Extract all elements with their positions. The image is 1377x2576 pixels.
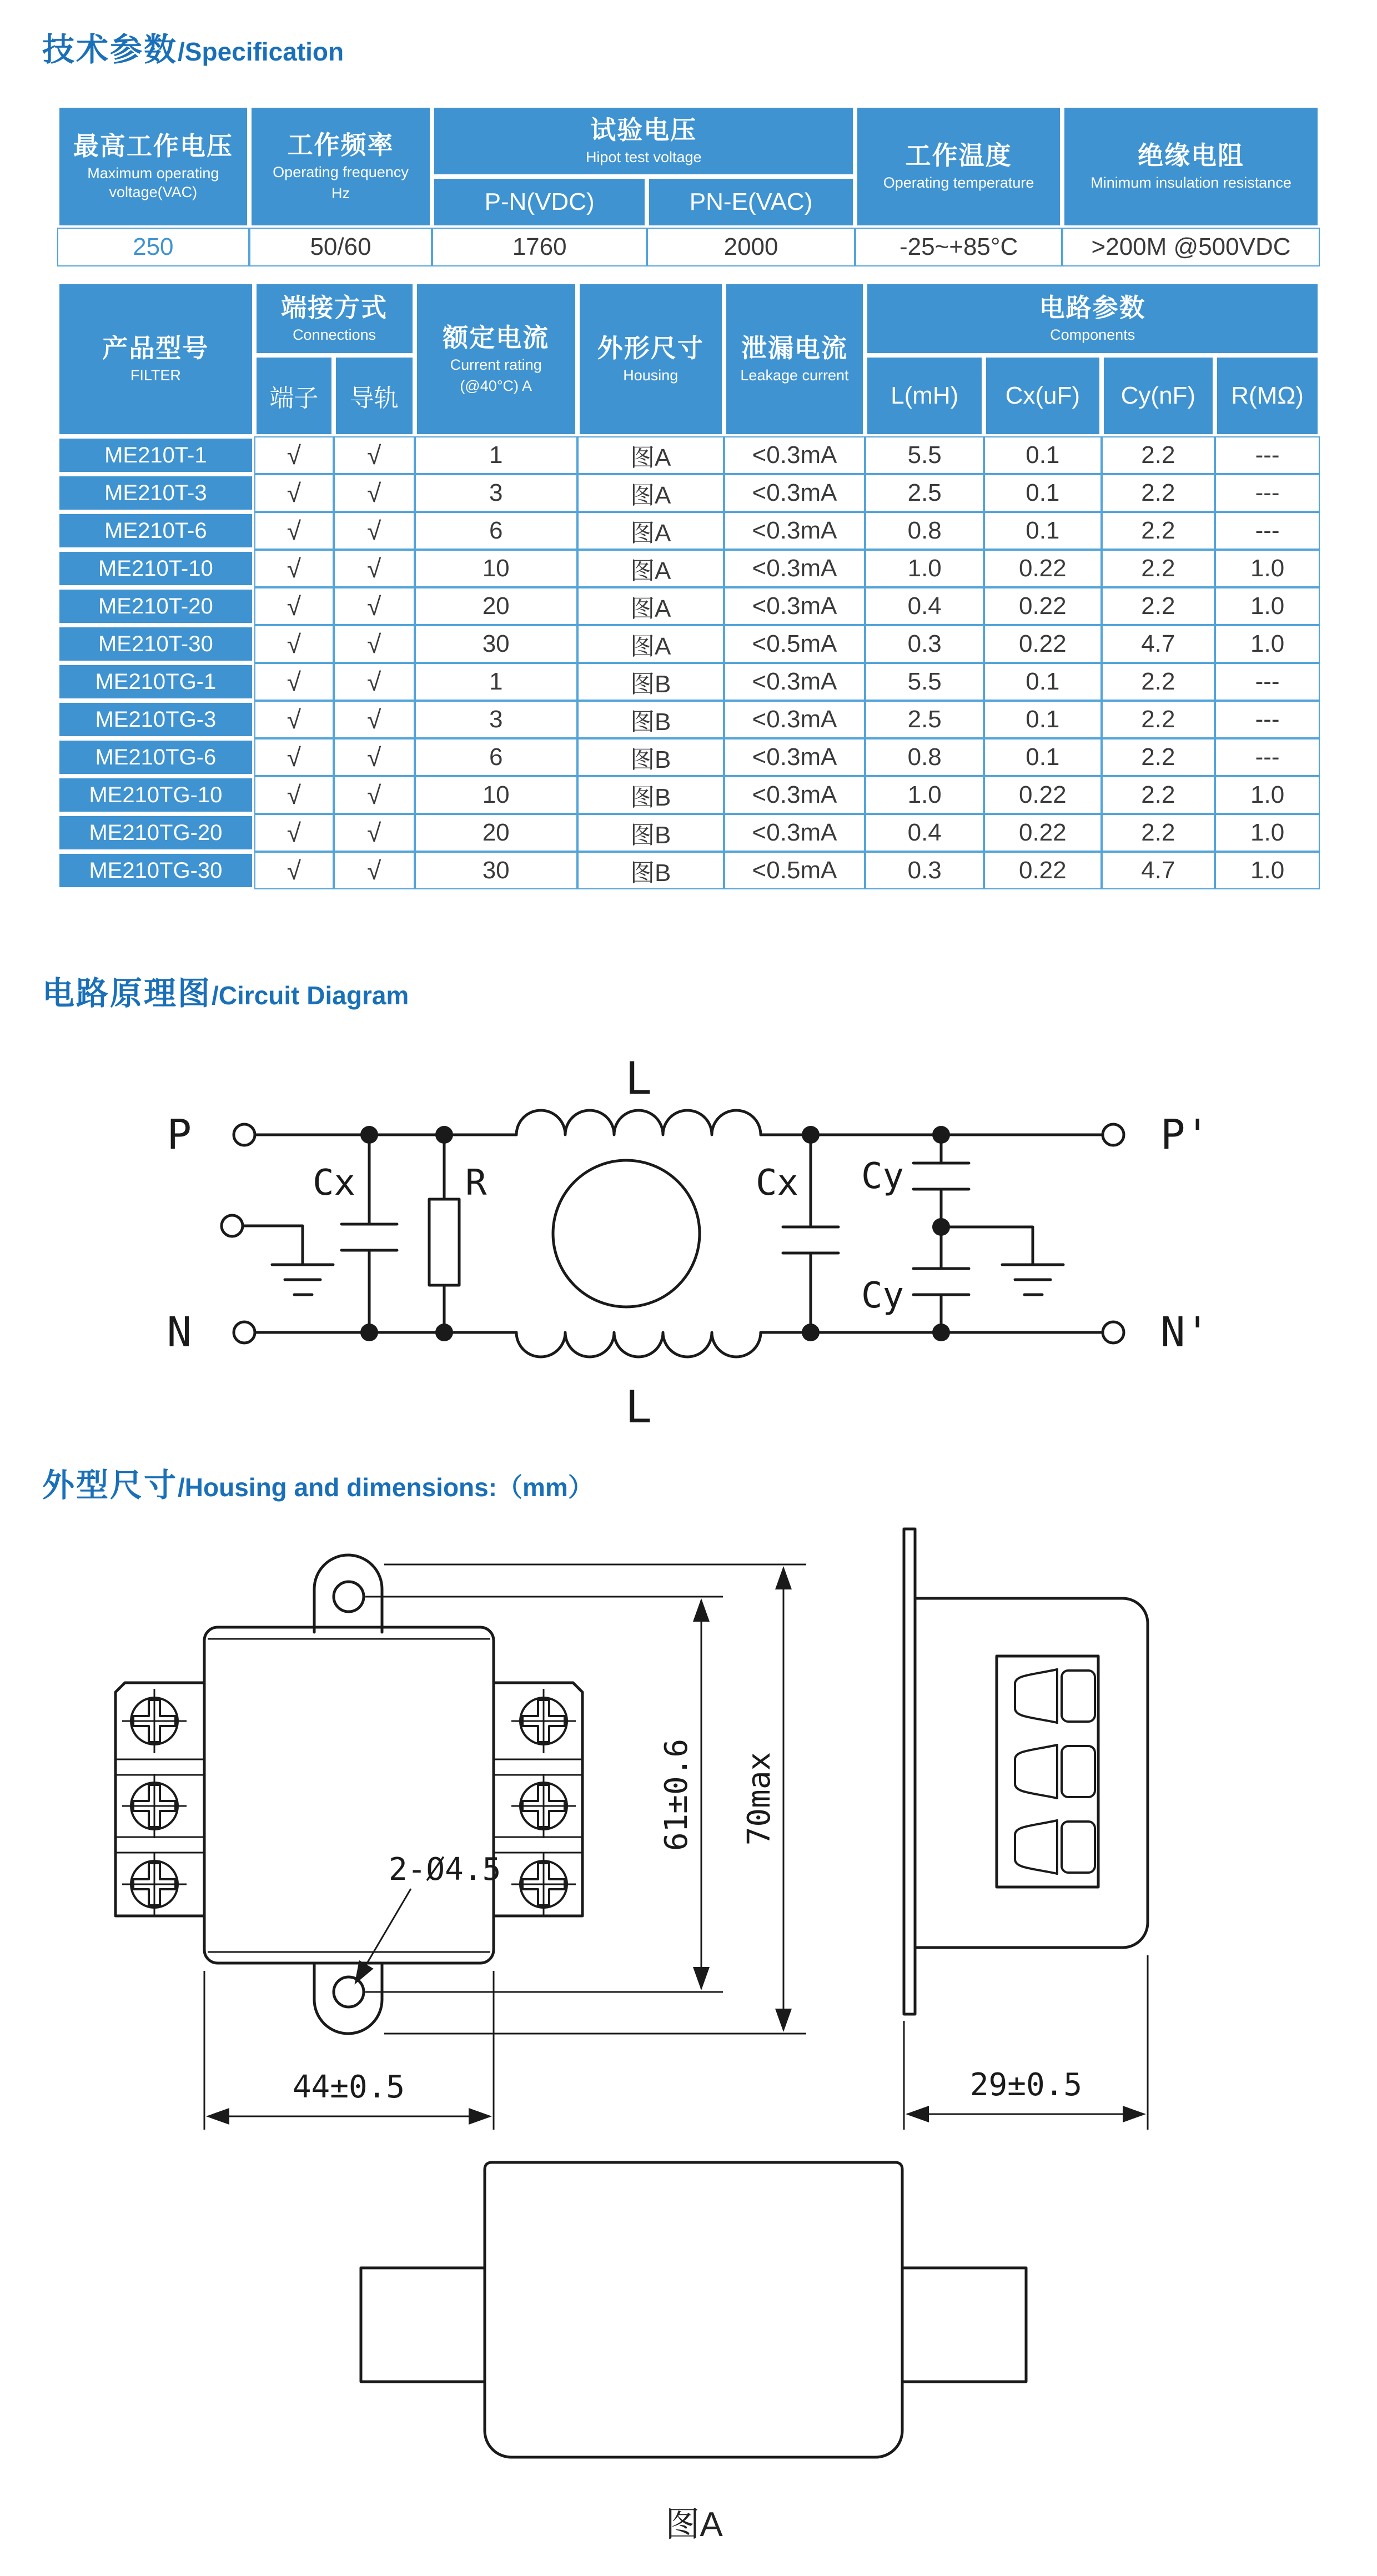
terminal-side-icon xyxy=(1015,1668,1095,1724)
header-zh: 电路参数 xyxy=(1039,293,1146,323)
model-name: ME210T-1 xyxy=(57,436,254,474)
model-name: ME210T-6 xyxy=(57,512,254,550)
cell-leakage: <0.3mA xyxy=(724,474,866,512)
check-terminal: √ xyxy=(254,587,334,625)
cell-cx: 0.22 xyxy=(984,776,1101,814)
cell-cy: 2.2 xyxy=(1102,776,1215,814)
section-title-housing xyxy=(42,1459,594,1506)
cell-cy: 2.2 xyxy=(1102,587,1215,625)
table-row xyxy=(57,587,1320,625)
header-zh: 端接方式 xyxy=(281,293,388,323)
terminal-side-icon xyxy=(1015,1744,1095,1799)
cell-housing: 图B xyxy=(577,852,724,889)
screw-icon xyxy=(511,1852,576,1916)
cell-housing: 图B xyxy=(577,701,724,738)
cell-leakage: <0.3mA xyxy=(724,663,866,701)
cell-leakage: <0.3mA xyxy=(724,701,866,738)
label-n-out: N' xyxy=(1160,1309,1210,1356)
inductor-bottom-winding xyxy=(516,1332,761,1357)
cell-cx: 0.22 xyxy=(984,587,1101,625)
subcol-terminal: 端子 xyxy=(254,355,334,436)
header-en: Connections xyxy=(293,326,376,344)
mounting-hole-bottom xyxy=(334,1977,364,2007)
value-pne-vac: 2000 xyxy=(647,228,855,266)
check-terminal: √ xyxy=(254,550,334,587)
spec-col-frequency xyxy=(249,105,433,228)
bottom-view xyxy=(361,2162,1026,2544)
label-n: N xyxy=(167,1309,192,1356)
check-terminal: √ xyxy=(254,625,334,663)
cell-l: 0.4 xyxy=(865,587,984,625)
cell-housing: 图B xyxy=(577,776,724,814)
cell-current: 10 xyxy=(415,550,577,587)
cell-r: 1.0 xyxy=(1215,625,1320,663)
model-name: ME210TG-10 xyxy=(57,776,254,814)
label-l-bottom: L xyxy=(625,1381,652,1433)
spec-col-max-voltage xyxy=(57,105,249,228)
header-en: FILTER xyxy=(130,367,181,384)
cell-r: --- xyxy=(1215,738,1320,776)
spec-col-insulation xyxy=(1062,105,1320,228)
screw-icon xyxy=(122,1689,187,1753)
cell-r: --- xyxy=(1215,701,1320,738)
cell-current: 30 xyxy=(415,625,577,663)
label-r: R xyxy=(465,1163,487,1204)
model-table xyxy=(57,282,1320,889)
filter-body-front xyxy=(204,1627,494,1963)
ground-symbol-left xyxy=(243,1226,333,1295)
side-view xyxy=(904,1529,1148,2130)
filter-body-side xyxy=(915,1598,1148,1948)
header-zh: 产品型号 xyxy=(102,334,209,363)
cell-leakage: <0.3mA xyxy=(724,550,866,587)
table-row xyxy=(57,512,1320,550)
cell-leakage: <0.5mA xyxy=(724,625,866,663)
cell-current: 6 xyxy=(415,738,577,776)
mounting-tab-top xyxy=(314,1555,382,1632)
cell-l: 0.8 xyxy=(865,738,984,776)
value-temperature: -25~+85°C xyxy=(855,228,1062,266)
subcol-cx: Cx(uF) xyxy=(984,355,1101,436)
cell-cx: 0.22 xyxy=(984,550,1101,587)
model-name: ME210TG-30 xyxy=(57,852,254,889)
cell-housing: 图A xyxy=(577,512,724,550)
cell-cx: 0.22 xyxy=(984,625,1101,663)
resistor-body xyxy=(429,1199,459,1285)
spec-col-temperature xyxy=(855,105,1062,228)
cell-leakage: <0.3mA xyxy=(724,512,866,550)
cell-cx: 0.22 xyxy=(984,852,1101,889)
dim-width: 44±0.5 xyxy=(292,2069,405,2105)
model-name: ME210T-10 xyxy=(57,550,254,587)
terminal-side-icon xyxy=(1015,1819,1095,1875)
hole-diameter-note: 2-Ø4.5 xyxy=(389,1852,501,1888)
label-l-top: L xyxy=(625,1053,652,1104)
header-zh: 工作频率 xyxy=(287,130,394,160)
cell-cx: 0.1 xyxy=(984,474,1101,512)
spec-subcol-pne-vac: PN-E(VAC) xyxy=(647,177,855,228)
table-row xyxy=(57,550,1320,587)
screw-icon xyxy=(122,1774,187,1838)
cell-cy: 4.7 xyxy=(1102,625,1215,663)
header-en: Current rating xyxy=(450,356,542,374)
cell-current: 3 xyxy=(415,474,577,512)
cell-cx: 0.1 xyxy=(984,663,1101,701)
model-name: ME210TG-3 xyxy=(57,701,254,738)
model-name: ME210T-3 xyxy=(57,474,254,512)
table-row xyxy=(57,776,1320,814)
header-en: Operating frequency xyxy=(273,164,409,181)
label-cx2: Cx xyxy=(755,1163,798,1204)
cell-current: 20 xyxy=(415,814,577,852)
label-cy-top: Cy xyxy=(861,1156,904,1197)
terminal-n-out xyxy=(1103,1322,1124,1343)
model-name: ME210TG-6 xyxy=(57,738,254,776)
cell-cy: 2.2 xyxy=(1102,738,1215,776)
cell-leakage: <0.3mA xyxy=(724,587,866,625)
cell-cy: 2.2 xyxy=(1102,814,1215,852)
table-row xyxy=(57,814,1320,852)
check-terminal: √ xyxy=(254,776,334,814)
col-connections xyxy=(254,282,415,355)
circuit-terminals xyxy=(222,1124,1124,1343)
table-row xyxy=(57,701,1320,738)
header-en: Operating temperature xyxy=(883,174,1034,192)
col-product-model xyxy=(57,282,254,436)
screw-icon xyxy=(511,1689,576,1753)
mounting-tab-bottom xyxy=(314,1963,382,2034)
model-name: ME210T-30 xyxy=(57,625,254,663)
spec-title-en: /Specification xyxy=(178,37,344,66)
table-row xyxy=(57,625,1320,663)
spec-title-zh: 技术参数 xyxy=(42,32,178,68)
check-rail: √ xyxy=(334,852,415,889)
subcol-r: R(MΩ) xyxy=(1215,355,1320,436)
cell-r: --- xyxy=(1215,663,1320,701)
cell-cy: 2.2 xyxy=(1102,663,1215,701)
check-rail: √ xyxy=(334,625,415,663)
check-rail: √ xyxy=(334,776,415,814)
cell-current: 10 xyxy=(415,776,577,814)
col-components xyxy=(865,282,1320,355)
cell-cx: 0.1 xyxy=(984,701,1101,738)
check-rail: √ xyxy=(334,436,415,474)
table-row xyxy=(57,436,1320,474)
check-rail: √ xyxy=(334,814,415,852)
cell-leakage: <0.5mA xyxy=(724,852,866,889)
terminal-n xyxy=(234,1322,255,1343)
subcol-l: L(mH) xyxy=(865,355,984,436)
cell-l: 2.5 xyxy=(865,701,984,738)
col-current-rating xyxy=(415,282,577,436)
label-cy-bottom: Cy xyxy=(861,1275,904,1316)
cell-current: 20 xyxy=(415,587,577,625)
housing-title-en: /Housing and dimensions:（mm） xyxy=(178,1473,594,1502)
cell-r: 1.0 xyxy=(1215,587,1320,625)
cell-l: 0.3 xyxy=(865,625,984,663)
cell-r: --- xyxy=(1215,436,1320,474)
col-leakage-current xyxy=(724,282,866,436)
header-zh: 工作温度 xyxy=(905,141,1012,170)
front-view xyxy=(115,1555,806,2130)
value-frequency: 50/60 xyxy=(249,228,433,266)
check-rail: √ xyxy=(334,701,415,738)
cell-housing: 图A xyxy=(577,625,724,663)
header-zh: 绝缘电阻 xyxy=(1138,141,1245,170)
dim-height-outer: 70max xyxy=(741,1752,777,1846)
header-zh: 外形尺寸 xyxy=(597,334,704,363)
cell-l: 2.5 xyxy=(865,474,984,512)
cell-l: 1.0 xyxy=(865,776,984,814)
cell-housing: 图A xyxy=(577,587,724,625)
header-en: Housing xyxy=(623,367,679,384)
table-row xyxy=(57,738,1320,776)
circuit-wires xyxy=(243,1110,1103,1357)
model-name: ME210TG-1 xyxy=(57,663,254,701)
terminal-p xyxy=(234,1124,255,1145)
section-title-circuit xyxy=(42,967,409,1014)
cell-cy: 2.2 xyxy=(1102,474,1215,512)
cell-housing: 图A xyxy=(577,550,724,587)
protrusion-left xyxy=(361,2268,485,2382)
header-en: Hipot test voltage xyxy=(585,149,702,166)
inductor-top-winding xyxy=(516,1110,761,1135)
table-row xyxy=(57,663,1320,701)
header-en: Components xyxy=(1050,326,1135,344)
circuit-title-en: /Circuit Diagram xyxy=(212,981,409,1010)
cell-l: 0.4 xyxy=(865,814,984,852)
check-rail: √ xyxy=(334,587,415,625)
check-terminal: √ xyxy=(254,512,334,550)
check-terminal: √ xyxy=(254,663,334,701)
model-name: ME210T-20 xyxy=(57,587,254,625)
check-rail: √ xyxy=(334,474,415,512)
header-zh: 最高工作电压 xyxy=(73,132,233,161)
cell-l: 0.8 xyxy=(865,512,984,550)
label-p-out: P' xyxy=(1160,1111,1210,1159)
cell-leakage: <0.3mA xyxy=(724,776,866,814)
subcol-rail: 导轨 xyxy=(334,355,415,436)
cell-cy: 2.2 xyxy=(1102,701,1215,738)
terminal-p-out xyxy=(1103,1124,1124,1145)
screw-icon xyxy=(122,1852,187,1916)
check-rail: √ xyxy=(334,512,415,550)
cell-leakage: <0.3mA xyxy=(724,738,866,776)
cell-housing: 图A xyxy=(577,474,724,512)
cell-cx: 0.1 xyxy=(984,436,1101,474)
cell-l: 1.0 xyxy=(865,550,984,587)
check-rail: √ xyxy=(334,663,415,701)
label-p: P xyxy=(167,1111,192,1159)
terminal-ground xyxy=(222,1215,243,1236)
flange-plate xyxy=(904,1529,915,2014)
terminal-block-side xyxy=(997,1656,1098,1887)
spec-values-row xyxy=(57,228,1320,266)
header-en: Minimum insulation resistance xyxy=(1090,174,1291,192)
cell-cx: 0.22 xyxy=(984,814,1101,852)
filter-body-bottom xyxy=(485,2162,902,2457)
protrusion-right xyxy=(902,2268,1026,2382)
cell-current: 1 xyxy=(415,436,577,474)
cell-cy: 4.7 xyxy=(1102,852,1215,889)
header-zh: 额定电流 xyxy=(443,323,550,353)
cell-r: 1.0 xyxy=(1215,550,1320,587)
cell-leakage: <0.3mA xyxy=(724,814,866,852)
value-pn-vdc: 1760 xyxy=(432,228,647,266)
housing-title-zh: 外型尺寸 xyxy=(42,1467,178,1503)
mounting-hole-top xyxy=(334,1582,364,1612)
cell-housing: 图B xyxy=(577,738,724,776)
header-en: Maximum operating voltage(VAC) xyxy=(87,165,219,200)
screw-icon xyxy=(511,1774,576,1838)
header-en: Leakage current xyxy=(740,367,849,384)
cell-cx: 0.1 xyxy=(984,512,1101,550)
cell-current: 30 xyxy=(415,852,577,889)
dim-height-inner: 61±0.6 xyxy=(659,1738,695,1852)
figure-label: 图A xyxy=(665,2505,723,2544)
cell-l: 5.5 xyxy=(865,663,984,701)
check-rail: √ xyxy=(334,550,415,587)
cell-current: 1 xyxy=(415,663,577,701)
choke-core-circle xyxy=(553,1160,700,1307)
table-row xyxy=(57,474,1320,512)
cell-l: 5.5 xyxy=(865,436,984,474)
cell-current: 3 xyxy=(415,701,577,738)
spec-table xyxy=(57,105,1320,266)
ground-symbol-right xyxy=(941,1227,1063,1295)
cell-cx: 0.1 xyxy=(984,738,1101,776)
check-terminal: √ xyxy=(254,738,334,776)
section-title-specification xyxy=(42,23,344,70)
housing-drawing xyxy=(0,1527,1377,2576)
cell-r: 1.0 xyxy=(1215,852,1320,889)
model-name: ME210TG-20 xyxy=(57,814,254,852)
header-zh: 泄漏电流 xyxy=(741,334,848,363)
cell-cy: 2.2 xyxy=(1102,512,1215,550)
header-zh: 试验电压 xyxy=(590,115,697,145)
spec-col-hipot xyxy=(432,105,855,177)
subcol-cy: Cy(nF) xyxy=(1102,355,1215,436)
value-max-voltage: 250 xyxy=(57,228,249,266)
spec-subcol-pn-vdc: P-N(VDC) xyxy=(432,177,647,228)
cell-r: 1.0 xyxy=(1215,814,1320,852)
check-terminal: √ xyxy=(254,701,334,738)
cell-r: 1.0 xyxy=(1215,776,1320,814)
circuit-title-zh: 电路原理图 xyxy=(42,975,212,1012)
cell-housing: 图B xyxy=(577,814,724,852)
cell-housing: 图B xyxy=(577,663,724,701)
cell-l: 0.3 xyxy=(865,852,984,889)
cell-leakage: <0.3mA xyxy=(724,436,866,474)
value-insulation: >200M @500VDC xyxy=(1062,228,1320,266)
dim-depth: 29±0.5 xyxy=(969,2067,1083,2103)
cell-r: --- xyxy=(1215,512,1320,550)
header-unit: Hz xyxy=(331,184,350,202)
check-terminal: √ xyxy=(254,852,334,889)
check-terminal: √ xyxy=(254,474,334,512)
cell-cy: 2.2 xyxy=(1102,436,1215,474)
cell-cy: 2.2 xyxy=(1102,550,1215,587)
label-cx1: Cx xyxy=(312,1163,355,1204)
cell-current: 6 xyxy=(415,512,577,550)
header-en2: (@40°C) A xyxy=(460,377,532,394)
check-rail: √ xyxy=(334,738,415,776)
col-housing xyxy=(577,282,724,436)
table-row xyxy=(57,852,1320,889)
cell-housing: 图A xyxy=(577,436,724,474)
check-terminal: √ xyxy=(254,436,334,474)
circuit-diagram xyxy=(0,1027,1377,1460)
check-terminal: √ xyxy=(254,814,334,852)
cell-r: --- xyxy=(1215,474,1320,512)
